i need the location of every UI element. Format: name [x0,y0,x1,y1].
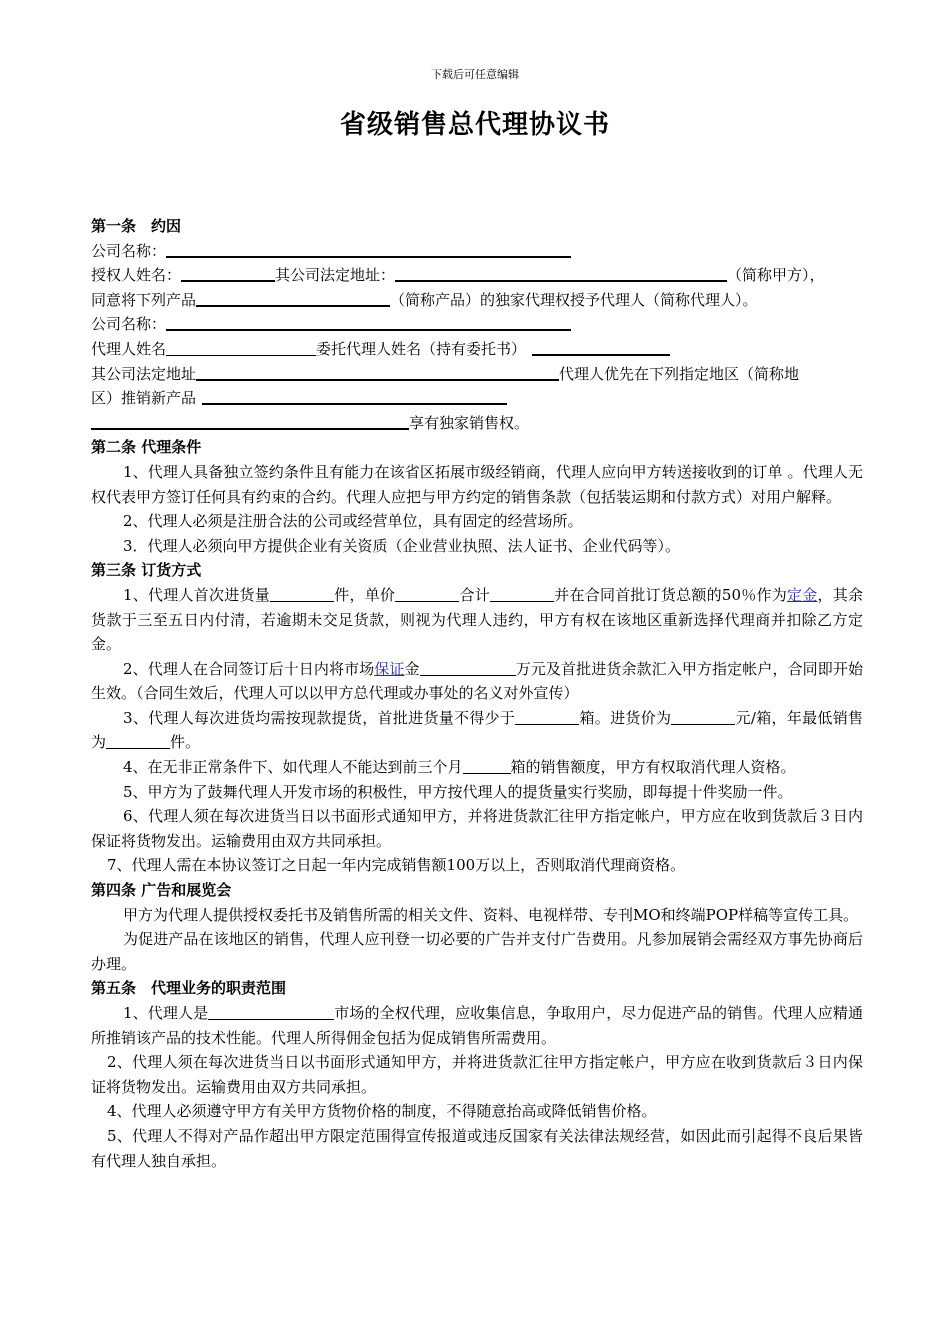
article-3-heading: 第三条 订货方式 [91,561,202,580]
region-blank-2[interactable] [91,412,409,430]
p4-text-b: 箱的销售额度，甲方有权取消代理人资格。 [510,758,796,777]
address-label: 其公司法定地址： [275,266,396,285]
agent-name-label: 代理人姓名 [91,339,167,358]
agent-address-blank[interactable] [196,363,559,381]
agree-suffix: （简称产品）的独家代理权授予代理人（简称代理人）。 [390,290,758,309]
entrusted-label: 委托代理人姓名（持有委托书） [316,339,527,358]
p3-text-a: 3、代理人每次进货均需按现款提货，首批进货量不得少于 [123,708,516,727]
article-5-p4: 4、代理人必须遵守甲方有关甲方货物价格的制度，不得随意抬高或降低销售价格。 [107,1102,657,1121]
p1-text-c: 合计 [459,585,490,604]
p1-text-a: 1、代理人首次进货量 [123,585,270,604]
market-blank[interactable] [208,1003,334,1020]
p1-text-b: 件，单价 [334,585,396,604]
article-5-p2: 2、代理人须在每次进货当日以书面形式通知甲方，并将进货款汇往甲方指定帐户，甲方应在收到货款后３日内保证将货物发出。运输费用由双方共同承担。 [91,1053,863,1096]
agent-name-line [91,337,863,362]
p1-text-d: 并在合同首批订货总额的50％作为 [553,585,787,604]
company-name-line [91,239,863,264]
party-a-text: （简称甲方）， [727,266,825,285]
authorizer-blank[interactable] [181,264,275,282]
min-boxes-blank[interactable] [515,708,579,725]
p2-text-a: 2、代理人在合同签订后十日内将市场 [123,659,375,678]
agree-prefix: 同意将下列产品 [91,290,197,309]
total-blank[interactable] [490,585,554,602]
region-blank[interactable] [202,387,507,405]
region-text-a: 代理人优先在下列指定地区（简称地 [559,364,800,383]
company-name-label: 公司名称： [91,241,167,260]
price-blank[interactable] [671,708,735,725]
p1-text-e: ，其余货款于三至五日内付清，若逾期未交足货款，则视为代理人违约，甲方有权在该地区重新选择代理商并扣除乙方定金。 [91,585,863,654]
authorizer-line [91,263,863,288]
document-body [91,214,863,1173]
document-title: 省级销售总代理协议书 [339,110,610,140]
article-3-p2 [91,657,863,706]
article-3-p3 [91,706,863,755]
p4-text-a: 4、在无非正常条件下、如代理人不能达到前三个月 [123,758,463,777]
s5-p1-text-a: 1、代理人是 [123,1004,209,1022]
article-2-p3: 3．代理人必须向甲方提供企业有关资质（企业营业执照、法人证书、企业代码等）。 [123,536,681,555]
article-4-heading: 第四条 广告和展览会 [91,881,232,900]
deposit-link[interactable]: 定金 [786,585,818,604]
agent-company-blank[interactable] [166,313,571,331]
unit-price-blank[interactable] [395,585,459,602]
article-3-p7: 7、代理人需在本协议签订之日起一年内完成销售额100万以上，否则取消代理商资格。 [107,856,686,875]
agent-company-label: 公司名称： [91,315,167,334]
entrusted-blank[interactable] [532,338,670,356]
article-2-heading: 第二条 代理条件 [91,438,202,457]
first-order-blank[interactable] [270,585,334,602]
exclusive-line [91,411,863,436]
header-note: 下载后可任意编辑 [431,68,519,81]
agent-address-line [91,362,863,387]
article-2-p2: 2、代理人必须是注册合法的公司或经营单位，具有固定的经营场所。 [123,512,583,531]
s5-p1-text-b: 市场的全权代理，应收集信息，争取用户，尽力促进产品的销售。代理人应精通所推销该产品的技术性能。代理人所得佣金包括为促成销售所需费用。 [91,1004,863,1047]
article-3-p5: 5、甲方为了鼓舞代理人开发市场的积极性，甲方按代理人的提货量实行奖励，即每提十件奖励一件。 [123,782,793,801]
product-blank[interactable] [196,289,390,307]
exclusive-text: 享有独家销售权。 [409,413,530,432]
article-4-p2: 为促进产品在该地区的销售，代理人应刊登一切必要的广告并支付广告费用。凡参加展销会需经双方事先协商后办理。 [91,930,863,973]
agent-address-label: 其公司法定地址 [91,364,197,383]
annual-min-blank[interactable] [106,732,170,749]
article-3-p6: 6、代理人须在每次进货当日以书面形式通知甲方，并将进货款汇往甲方指定帐户，甲方应在收到货款后３日内保证将货物发出。运输费用由双方共同承担。 [91,807,863,850]
article-1-heading: 第一条 约因 [91,217,182,235]
company-name-blank[interactable] [166,240,571,258]
p3-text-b: 箱。进货价为 [579,708,672,727]
region-text-b: 区）推销新产品 [91,389,197,408]
p3-text-d: 件。 [170,733,201,752]
agent-company-line [91,312,863,337]
region-line [91,386,863,411]
p2-text-c: 万元及首批进货余款汇入甲方指定帐户，合同即开始生效。（合同生效后，代理人可以以甲方总代理或办事处的名义对外宣传） [91,659,863,703]
article-5-p1 [91,1001,863,1050]
agree-line [91,288,863,313]
authorizer-label: 授权人姓名： [91,266,182,285]
address-blank[interactable] [395,264,727,282]
article-4-p1: 甲方为代理人提供授权委托书及销售所需的相关文件、资料、电视样带、专刊MO和终端POP样稿等宣传工具。 [123,905,859,924]
p3-text-c: 元/箱，年最低销售为 [91,708,864,752]
article-3-p1 [91,583,863,657]
agent-name-blank[interactable] [166,339,316,356]
article-5-heading: 第五条 代理业务的职责范围 [91,979,287,998]
p2-text-b: 金 [404,659,420,678]
guarantee-link[interactable]: 保证 [374,659,405,678]
article-5-p5: 5、代理人不得对产品作超出甲方限定范围得宣传报道或违反国家有关法律法规经营，如因此而引起得不良后果皆有代理人独自承担。 [91,1126,863,1170]
article-2-p1: 1、代理人具备独立签约条件且有能力在该省区拓展市级经销商，代理人应向甲方转送接收到的订单 。代理人无权代表甲方签订任何具有约束的合约。代理人应把与甲方约定的销售条款（包括装运期和付款方式）对用户解释。 [91,462,863,506]
guarantee-blank[interactable] [420,659,516,676]
article-3-p4 [91,755,863,780]
three-month-blank[interactable] [463,757,511,774]
